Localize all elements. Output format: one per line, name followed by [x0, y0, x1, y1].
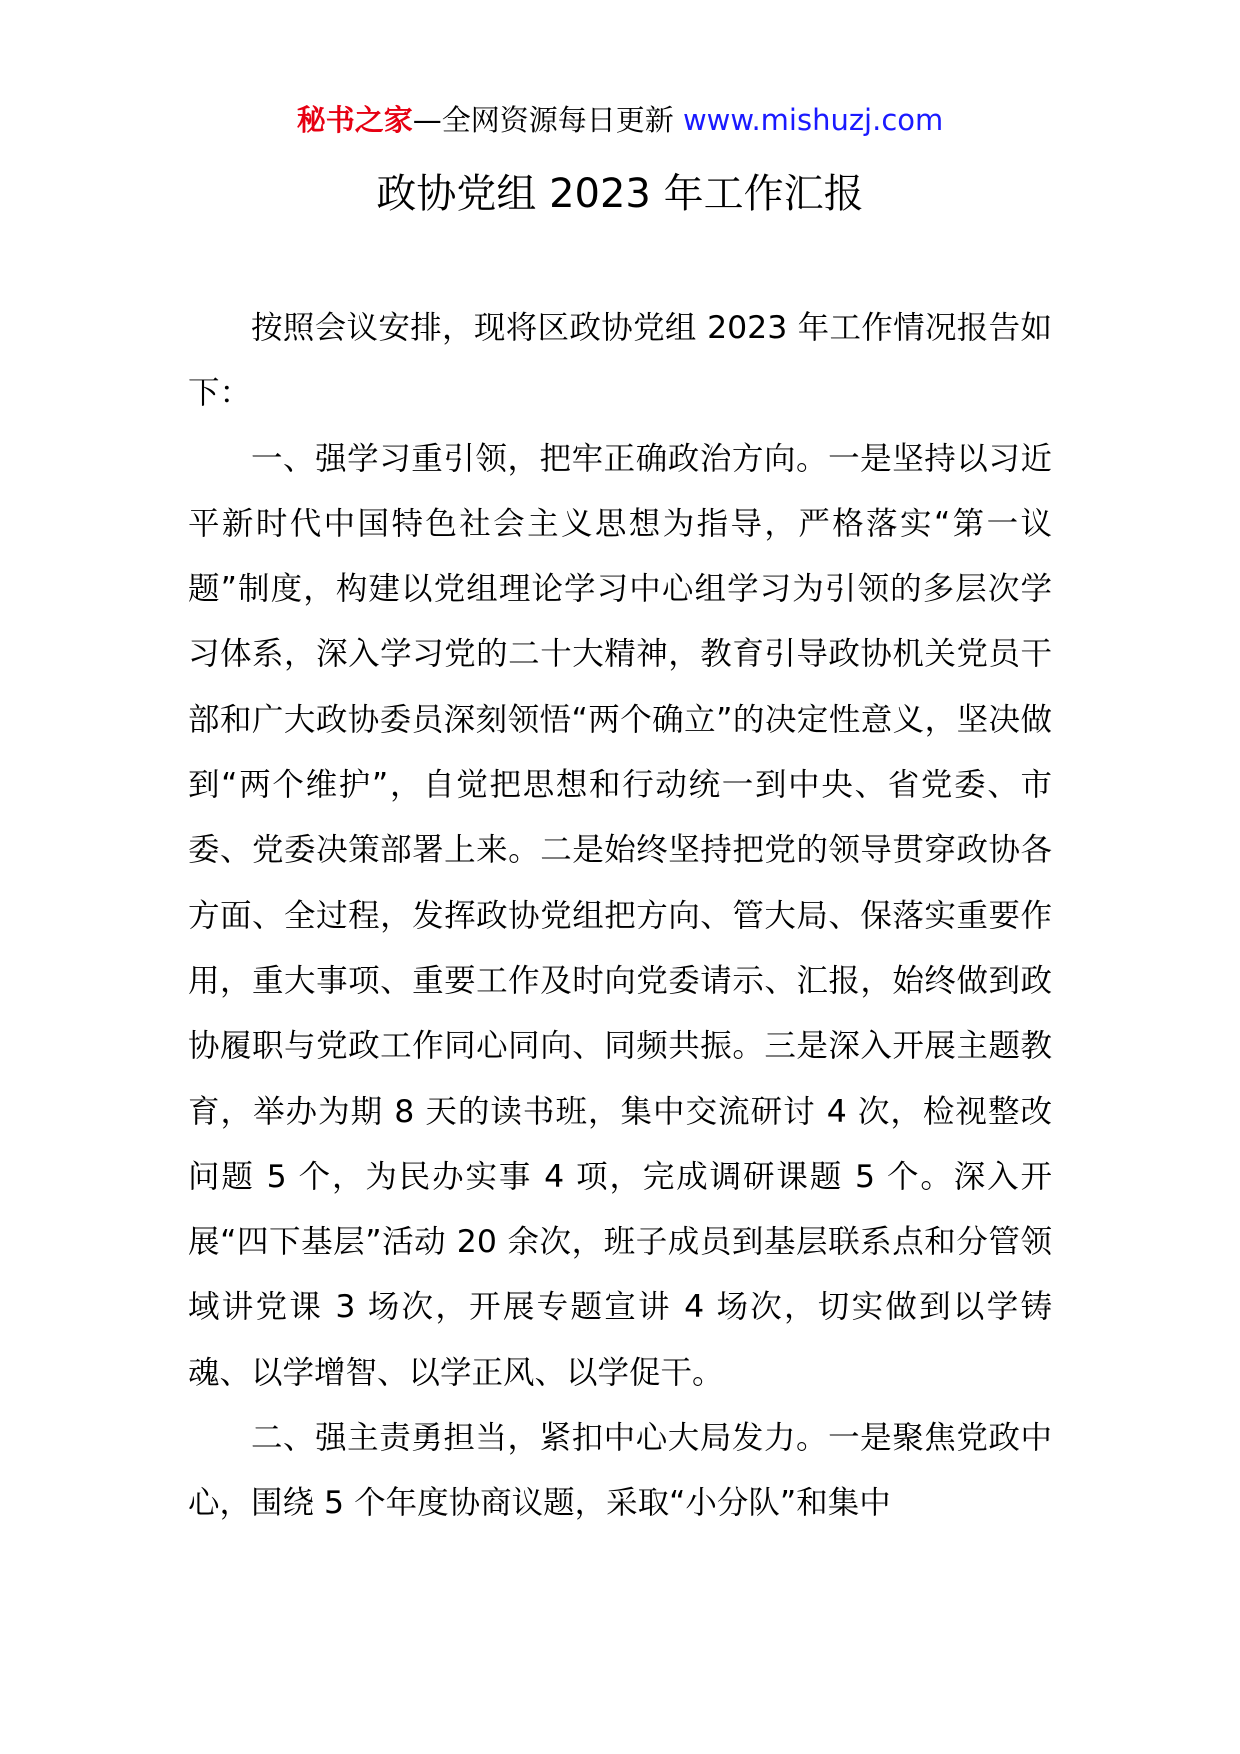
site-url-link[interactable]: www.mishuzj.com [682, 103, 944, 137]
document-title: 政协党组 2023 年工作汇报 [376, 171, 864, 217]
brand-name: 秘书之家 [296, 103, 413, 137]
paragraph-intro: 按照会议安排，现将区政协党组 2023 年工作情况报告如下： [188, 310, 1052, 412]
site-header [0, 100, 1240, 140]
header-slogan: —全网资源每日更新 [412, 103, 674, 137]
paragraph-section-two: 二、强主责勇担当，紧扣中心大局发力。一是聚焦党政中心，围绕 5 个年度协商议题，采取“小分队”和集中 [188, 1420, 1052, 1522]
paragraph-section-one: 一、强学习重引领，把牢正确政治方向。一是坚持以习近平新时代中国特色社会主义思想为指导，严格落实“第一议题”制度，构建以党组理论学习中心组学习为引领的多层次学习体系，深入学习党的二十大精神，教育引导政协机关党员干部和广大政协委员深刻领悟“两个确立”的决定性意义，坚决做到“两个维护”，自觉把思想和行动统一到中央、省党委、市委、党委决策部署上来。二是始终坚持把党的领导贯穿政协各方面、全过程，发挥政协党组把方向、管大局、保落实重要作用，重大事项、重要工作及时向党委请示、汇报，始终做到政协履职与党政工作同心同向、同频共振。三是深入开展主题教育，举办为期 8 天的读书班，集中交流研讨 4 次，检视整改问题 5 个，为民办实事 4 项，完成调研课题 5 个。深入开展“四下基层”活动 20 余次，班子成员到基层联系点和分管领域讲党课 3 场次，开展专题宣讲 4 场次，切实做到以学铸魂、以学增智、以学正风、以学促干。 [188, 440, 1052, 1391]
document-body [188, 296, 1052, 1537]
